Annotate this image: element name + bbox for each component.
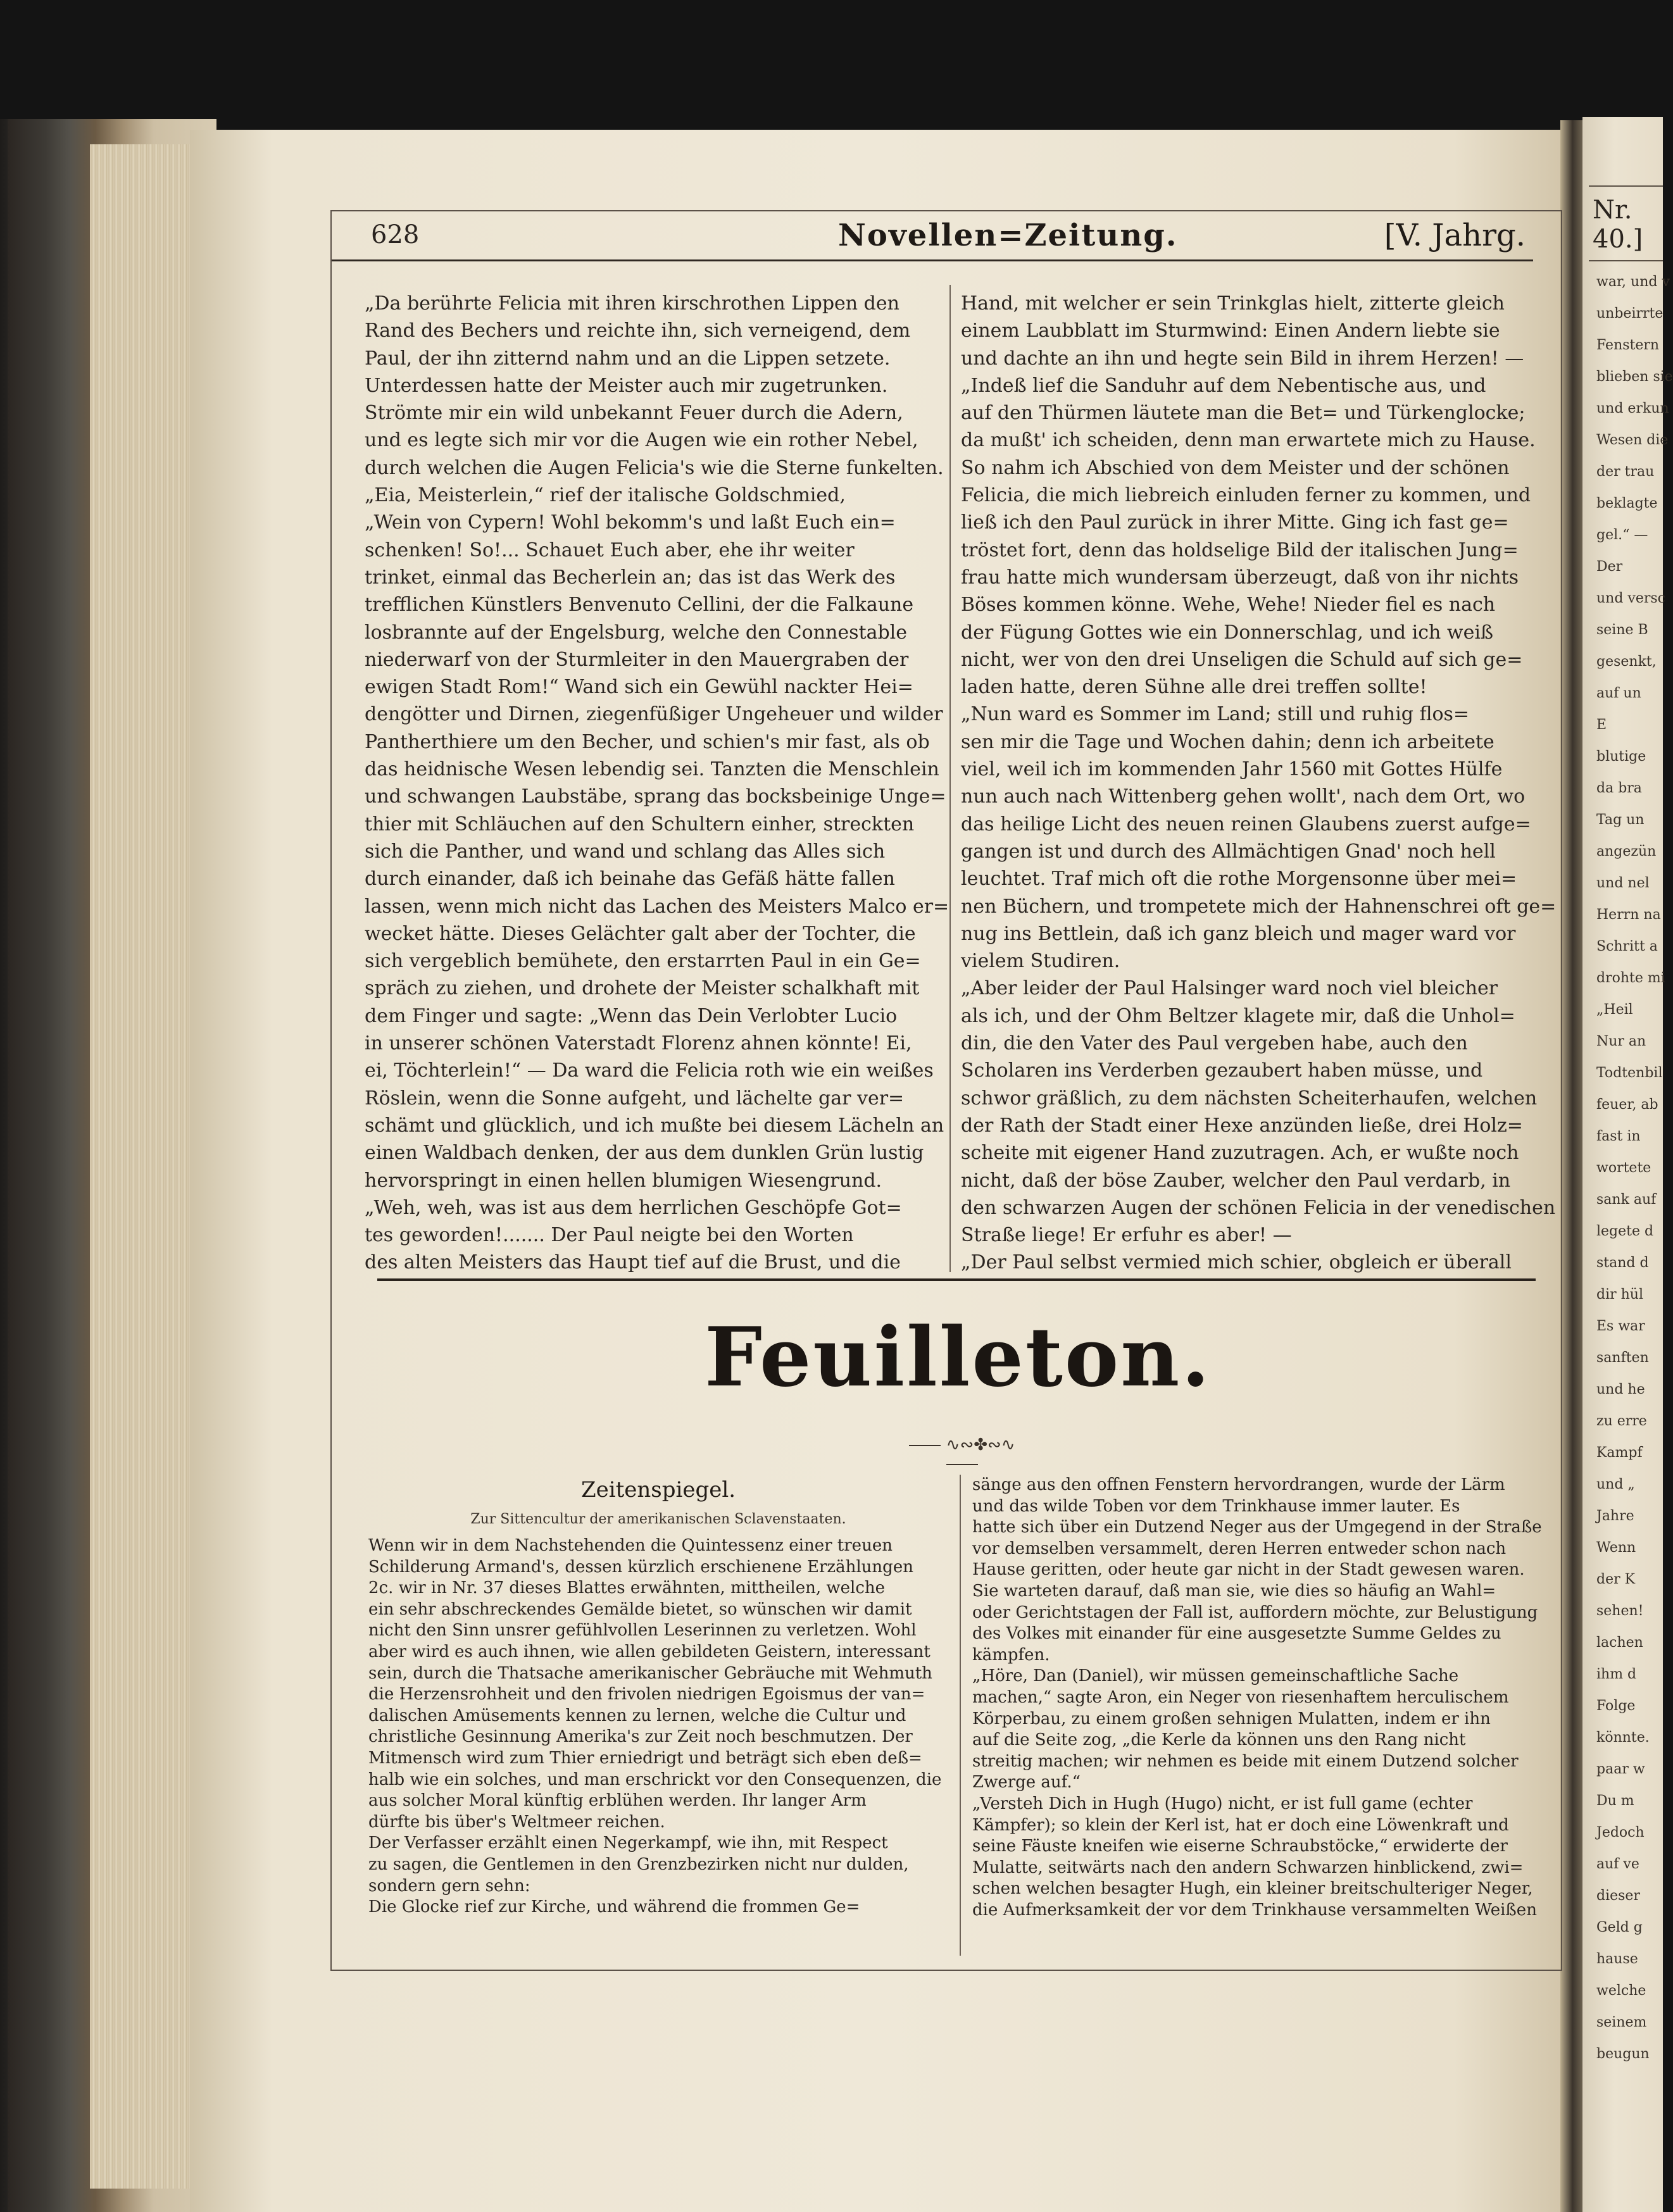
- text-line: wecket hätte. Dieses Gelächter galt aber der Tochter, die: [365, 922, 916, 945]
- text-line: schen welchen besagter Hugh, ein kleiner breitschulteriger Neger,: [972, 1879, 1533, 1899]
- text-line: nen Büchern, und trompetete mich der Hahnenschrei oft ge=: [961, 895, 1557, 918]
- fragment-line: und „: [1596, 1477, 1635, 1492]
- fragment-line: dieser: [1596, 1888, 1640, 1904]
- text-line: oder Gerichtstagen der Fall ist, auffordern möchte, zur Belustigung: [972, 1603, 1538, 1622]
- fragment-line: Du m: [1596, 1793, 1634, 1809]
- text-line: Straße liege! Er erfuhr es aber! —: [961, 1224, 1292, 1247]
- fragment-line: Wenn: [1596, 1540, 1636, 1556]
- text-line: viel, weil ich im kommenden Jahr 1560 mit Gottes Hülfe: [961, 758, 1503, 781]
- fragment-line: Tag un: [1596, 812, 1645, 828]
- fragment-line: Kampf: [1596, 1445, 1643, 1461]
- text-line: machen,“ sagte Aron, ein Neger von riesenhaftem herculischem: [972, 1687, 1509, 1707]
- fragment-line: angezün: [1596, 844, 1657, 859]
- fragment-line: beklagte: [1596, 496, 1658, 511]
- text-line: niederwarf von der Sturmleiter in den Mauergraben der: [365, 648, 909, 671]
- text-line: hervorspringt in einen hellen blumigen Wiesengrund.: [365, 1169, 882, 1192]
- fragment-line: gesenkt,: [1596, 654, 1657, 670]
- text-line: Felicia, die mich liebreich einluden ferner zu kommen, und: [961, 484, 1531, 507]
- text-line: Röslein, wenn die Sonne aufgeht, und lächelte gar ver=: [365, 1087, 905, 1109]
- text-line: trinket, einmal das Becherlein an; das ist das Werk des: [365, 566, 896, 589]
- fragment-line: feuer, ab: [1596, 1097, 1658, 1113]
- text-line: auf die Seite zog, „die Kerle da können uns den Rang nicht: [972, 1730, 1466, 1750]
- text-line: schwor gräßlich, zu dem nächsten Scheiterhaufen, welchen: [961, 1087, 1538, 1109]
- fragment-line: Der: [1596, 559, 1623, 575]
- fragment-line: sehen!: [1596, 1603, 1644, 1619]
- text-line: da mußt' ich scheiden, denn man erwartete mich zu Hause.: [961, 429, 1536, 452]
- text-line: aber wird es auch ihnen, wie allen gebildeten Geistern, interessant: [368, 1642, 930, 1661]
- fragment-line: seine B: [1596, 622, 1648, 638]
- fragment-line: da bra: [1596, 780, 1642, 796]
- text-line: sondern gern sehn:: [368, 1876, 530, 1896]
- fragment-line: und versc: [1596, 590, 1665, 606]
- text-line: tröstet fort, denn das holdselige Bild der italischen Jung=: [961, 539, 1519, 561]
- fragment-line: stand d: [1596, 1255, 1649, 1271]
- text-line: die Herzensrohheit und den frivolen niedrigen Egoismus der van=: [368, 1685, 925, 1704]
- text-line: Hand, mit welcher er sein Trinkglas hielt, zitterte gleich: [961, 292, 1505, 315]
- text-line: das heilige Licht des neuen reinen Glaubens zuerst aufge=: [961, 813, 1531, 835]
- text-line: Körperbau, zu einem großen sehnigen Mulatten, indem er ihn: [972, 1709, 1491, 1728]
- fragment-line: auf ve: [1596, 1856, 1639, 1872]
- upper-left-column: [365, 290, 949, 1277]
- text-line: „Da berührte Felicia mit ihren kirschrothen Lippen den: [365, 292, 899, 315]
- article-text-left: [368, 1535, 948, 1918]
- text-line: 2c. wir in Nr. 37 dieses Blattes erwähnten, mittheilen, welche: [368, 1578, 886, 1598]
- text-line: nicht, daß der böse Zauber, welcher den Paul verdarb, in: [961, 1169, 1511, 1192]
- text-line: lassen, wenn mich nicht das Lachen des Meisters Malco er=: [365, 895, 949, 918]
- text-line: des Volkes mit einander für eine ausgesetzte Summe Geldes zu: [972, 1624, 1501, 1644]
- text-line: dürfte bis über's Weltmeer reichen.: [368, 1812, 665, 1832]
- fragment-line: welche: [1596, 1983, 1646, 1999]
- text-line: losbrannte auf der Engelsburg, welche den Connestable: [365, 621, 908, 644]
- lower-left-column: [368, 1475, 948, 1918]
- text-line: nicht, wer von den drei Unseligen die Schuld auf sich ge=: [961, 648, 1523, 671]
- fragment-line: Folge: [1596, 1698, 1636, 1714]
- page-number: 628: [371, 220, 420, 249]
- text-line: Mulatte, seitwärts nach den andern Schwarzen hinblickend, zwi=: [972, 1858, 1524, 1877]
- fragment-line: könnte.: [1596, 1730, 1650, 1746]
- text-line: halb wie ein solches, und man erschrickt vor den Consequenzen, die: [368, 1770, 942, 1789]
- text-line: Wenn wir in dem Nachstehenden die Quintessenz einer treuen: [368, 1536, 893, 1555]
- fragment-line: unbeirrte: [1596, 306, 1664, 322]
- text-line: schenken! So!... Schauet Euch aber, ehe ihr weiter: [365, 539, 855, 561]
- text-line: den schwarzen Augen der schönen Felicia in der venedischen: [961, 1196, 1556, 1219]
- text-line: aus solcher Moral künftig erblühen werden. Ihr langer Arm: [368, 1791, 867, 1811]
- fragment-line: drohte mi: [1596, 970, 1665, 986]
- text-line: ewigen Stadt Rom!“ Wand sich ein Gewühl nackter Hei=: [365, 676, 913, 699]
- volume-label: [V. Jahrg.: [1384, 218, 1526, 253]
- text-line: So nahm ich Abschied von dem Meister und der schönen: [961, 456, 1510, 479]
- book-gutter: [1560, 120, 1582, 2212]
- fragment-line: Fenstern: [1596, 337, 1660, 353]
- text-line: Die Glocke rief zur Kirche, und während die frommen Ge=: [368, 1897, 860, 1917]
- text-line: und schwangen Laubstäbe, sprang das bocksbeinige Unge=: [365, 785, 946, 808]
- lower-column-divider: [960, 1475, 961, 1956]
- fragment-line: und erkun: [1596, 401, 1669, 416]
- feuilleton-title: Feuilleton.: [705, 1310, 1212, 1405]
- ornament-line-right: [946, 1464, 978, 1465]
- fragment-line: wortete: [1596, 1160, 1651, 1176]
- text-line: Unterdessen hatte der Meister auch mir zugetrunken.: [365, 374, 888, 397]
- text-line: laden hatte, deren Sühne alle drei treffen sollte!: [961, 676, 1427, 699]
- text-line: Kämpfer); so klein der Kerl ist, hat er doch eine Löwenkraft und: [972, 1815, 1509, 1835]
- text-line: Zwerge auf.“: [972, 1773, 1081, 1792]
- fragment-line: Schritt a: [1596, 939, 1658, 954]
- text-line: sänge aus den offnen Fenstern hervordrangen, wurde der Lärm: [972, 1475, 1505, 1494]
- section-rule: [377, 1278, 1536, 1281]
- fragment-line: legete d: [1596, 1223, 1654, 1239]
- fragment-line: blutige: [1596, 749, 1646, 765]
- text-line: durch einander, daß ich beinahe das Gefäß hätte fallen: [365, 868, 895, 890]
- fragment-line: Todtenbil: [1596, 1065, 1663, 1081]
- fragment-line: der trau: [1596, 464, 1655, 480]
- text-line: ein sehr abschreckendes Gemälde bietet, so wünschen wir damit: [368, 1599, 912, 1619]
- text-line: Sie warteten darauf, daß man sie, wie dies so häufig an Wahl=: [972, 1581, 1496, 1601]
- text-line: nug ins Bettlein, daß ich ganz bleich und mager ward vor: [961, 922, 1516, 945]
- text-line: Böses kommen könne. Wehe, Wehe! Nieder fiel es nach: [961, 594, 1496, 616]
- fragment-line: gel.“ —: [1596, 527, 1648, 543]
- page-header: [332, 209, 1533, 261]
- text-line: dem Finger und sagte: „Wenn das Dein Verlobter Lucio: [365, 1004, 898, 1027]
- text-line: der Fügung Gottes wie ein Donnerschlag, und ich weiß: [961, 621, 1493, 644]
- text-line: gangen ist und durch des Allmächtigen Gnad' noch hell: [961, 840, 1496, 863]
- text-line: und dachte an ihn und hegte sein Bild in ihrem Herzen! —: [961, 347, 1524, 370]
- text-line: hatte sich über ein Dutzend Neger aus der Umgegend in der Straße: [972, 1518, 1542, 1537]
- text-line: „Wein von Cypern! Wohl bekomm's und laßt Euch ein=: [365, 511, 896, 534]
- text-line: „Versteh Dich in Hugh (Hugo) nicht, er ist full game (echter: [972, 1794, 1473, 1813]
- text-line: vielem Studiren.: [961, 950, 1120, 973]
- book-page-edges: [8, 119, 216, 2212]
- text-line: Rand des Bechers und reichte ihn, sich verneigend, dem: [365, 320, 911, 342]
- text-line: dengötter und Dirnen, ziegenfüßiger Ungeheuer und wilder: [365, 703, 943, 726]
- text-line: Der Verfasser erzählt einen Negerkampf, wie ihn, mit Respect: [368, 1834, 888, 1853]
- text-line: das heidnische Wesen lebendig sei. Tanzten die Menschlein: [365, 758, 939, 781]
- text-line: Schilderung Armand's, dessen kürzlich erschienene Erzählungen: [368, 1557, 913, 1577]
- fragment-line: ihm d: [1596, 1666, 1637, 1682]
- text-line: „Nun ward es Sommer im Land; still und ruhig flos=: [961, 703, 1470, 726]
- text-line: sich vergeblich bemühete, den erstarrten Paul in ein Ge=: [365, 950, 921, 973]
- text-line: einen Waldbach denken, der aus dem dunklen Grün lustig: [365, 1142, 924, 1165]
- text-line: scheite mit eigener Hand zuzutragen. Ach, er wußte noch: [961, 1142, 1519, 1165]
- fragment-line: Nur an: [1596, 1034, 1646, 1049]
- fragment-line: war, und v: [1596, 274, 1670, 290]
- text-line: Scholaren ins Verderben gezaubert haben müsse, und: [961, 1059, 1483, 1082]
- fragment-line: blieben sie: [1596, 369, 1673, 385]
- text-line: schämt und glücklich, und ich mußte bei diesem Lächeln an: [365, 1114, 944, 1137]
- text-line: frau hatte mich wundersam überzeugt, daß von ihr nichts: [961, 566, 1519, 589]
- text-line: „Höre, Dan (Daniel), wir müssen gemeinschaftliche Sache: [972, 1666, 1459, 1686]
- right-page-fragment: [1582, 117, 1673, 2212]
- text-line: „Weh, weh, was ist aus dem herrlichen Geschöpfe Got=: [365, 1196, 902, 1219]
- ornament-divider: [899, 1435, 1025, 1473]
- upper-right-column: [961, 290, 1557, 1277]
- text-line: seine Fäuste kneifen wie eiserne Schraubstöcke,“ erwiderte der: [972, 1837, 1508, 1856]
- text-line: kämpfen.: [972, 1645, 1050, 1665]
- fragment-line: und he: [1596, 1382, 1645, 1397]
- text-line: sich die Panther, und wand und schlang das Alles sich: [365, 840, 886, 863]
- fragment-line: sanften: [1596, 1350, 1649, 1366]
- fragment-line: beugun: [1596, 2046, 1650, 2062]
- text-line: Strömte mir ein wild unbekannt Feuer durch die Adern,: [365, 402, 903, 425]
- fragment-line: Herrn na: [1596, 907, 1661, 923]
- fragment-line: dir hül: [1596, 1287, 1644, 1303]
- text-line: als ich, und der Ohm Beltzer klagete mir, daß die Unhol=: [961, 1004, 1515, 1027]
- text-line: „Eia, Meisterlein,“ rief der italische Goldschmied,: [365, 484, 846, 507]
- fragment-line: Es war: [1596, 1318, 1645, 1334]
- lower-right-column: [972, 1475, 1548, 1921]
- text-line: ließ ich den Paul zurück in ihrer Mitte. Ging ich fast ge=: [961, 511, 1509, 534]
- ornament-glyph: ∿∾✤∾∿: [946, 1435, 1015, 1454]
- text-line: thier mit Schläuchen auf den Schultern einher, streckten: [365, 813, 915, 835]
- text-line: auf den Thürmen läutete man die Bet= und Türkenglocke;: [961, 402, 1526, 425]
- article-subtitle: Zur Sittencultur der amerikanischen Sclavenstaaten.: [470, 1511, 846, 1527]
- fragment-line: der K: [1596, 1572, 1636, 1587]
- fragment-line: Jahre: [1596, 1508, 1634, 1524]
- fragment-line: fast in: [1596, 1128, 1641, 1144]
- text-line: tes geworden!....... Der Paul neigte bei den Worten: [365, 1224, 854, 1247]
- text-line: sein, durch die Thatsache amerikanischer Gebräuche mit Wehmuth: [368, 1663, 932, 1683]
- text-line: Hause geritten, oder heute gar nicht in der Stadt gewesen waren.: [972, 1560, 1525, 1580]
- fragment-line: lachen: [1596, 1635, 1643, 1651]
- text-line: Pantherthiere um den Becher, und schien's mir fast, als ob: [365, 730, 930, 753]
- fragment-line: seinem: [1596, 2015, 1647, 2030]
- text-line: leuchtet. Traf mich oft die rothe Morgensonne über mei=: [961, 868, 1517, 890]
- text-line: nicht den Sinn unsrer gefühlvollen Leserinnen zu verletzen. Wohl: [368, 1621, 917, 1640]
- text-line: ei, Töchterlein!“ — Da ward die Felicia roth wie ein weißes: [365, 1059, 934, 1082]
- journal-title: Novellen=Zeitung.: [838, 218, 1178, 253]
- text-line: und es legte sich mir vor die Augen wie ein rother Nebel,: [365, 429, 918, 452]
- right-page-header: Nr. 40.]: [1589, 185, 1663, 261]
- text-line: Paul, der ihn zitternd nahm und an die Lippen setzete.: [365, 347, 891, 370]
- ornament-line-left: [909, 1445, 941, 1446]
- text-line: zu sagen, die Gentlemen in den Grenzbezirken nicht nur dulden,: [368, 1854, 909, 1874]
- text-line: die Aufmerksamkeit der vor dem Trinkhause versammelten Weißen: [972, 1900, 1537, 1920]
- text-line: der Rath der Stadt einer Hexe anzünden ließe, drei Holz=: [961, 1114, 1523, 1137]
- text-line: durch welchen die Augen Felicia's wie die Sterne funkelten.: [365, 456, 944, 479]
- fragment-line: Wesen die: [1596, 432, 1669, 448]
- text-line: dalischen Amüsements kennen zu lernen, welche die Cultur und: [368, 1706, 906, 1725]
- text-line: einem Laubblatt im Sturmwind: Einen Andern liebte sie: [961, 320, 1500, 342]
- text-line: nun auch nach Wittenberg gehen wollt', nach dem Ort, wo: [961, 785, 1526, 808]
- fragment-line: auf un: [1596, 685, 1641, 701]
- text-line: spräch zu ziehen, und drohete der Meister schalkhaft mit: [365, 977, 920, 1000]
- fragment-line: sank auf: [1596, 1192, 1657, 1208]
- text-line: din, die den Vater des Paul vergeben habe, auch den: [961, 1032, 1468, 1055]
- text-line: Mitmensch wird zum Thier erniedrigt und beträgt sich eben deß=: [368, 1748, 922, 1768]
- text-line: streitig machen; wir nehmen es beide mit einem Dutzend solcher: [972, 1751, 1519, 1771]
- text-line: trefflichen Künstlers Benvenuto Cellini, der die Falkaune: [365, 594, 914, 616]
- fragment-line: paar w: [1596, 1761, 1645, 1777]
- text-line: des alten Meisters das Haupt tief auf die Brust, und die: [365, 1251, 901, 1274]
- fragment-line: Geld g: [1596, 1920, 1643, 1935]
- column-divider: [949, 285, 951, 1272]
- fragment-line: E: [1596, 717, 1607, 733]
- article-title: Zeitenspiegel.: [580, 1477, 736, 1503]
- fragment-line: „Heil: [1596, 1002, 1633, 1018]
- fragment-line: Jedoch: [1596, 1825, 1645, 1840]
- text-line: in unserer schönen Vaterstadt Florenz ahnen könnte! Ei,: [365, 1032, 912, 1055]
- fragment-line: zu erre: [1596, 1413, 1647, 1429]
- text-line: „Indeß lief die Sanduhr auf dem Nebentische aus, und: [961, 374, 1486, 397]
- text-line: und das wilde Toben vor dem Trinkhause immer lauter. Es: [972, 1496, 1460, 1516]
- text-line: „Aber leider der Paul Halsinger ward noch viel bleicher: [961, 977, 1498, 1000]
- text-line: christliche Gesinnung Amerika's zur Zeit noch beschmutzen. Der: [368, 1727, 913, 1747]
- text-line: vor demselben versammelt, deren Herren entweder schon nach: [972, 1539, 1507, 1558]
- text-line: „Der Paul selbst vermied mich schier, obgleich er überall: [961, 1251, 1512, 1274]
- fragment-line: hause: [1596, 1951, 1638, 1967]
- fragment-line: und nel: [1596, 875, 1650, 891]
- text-line: sen mir die Tage und Wochen dahin; denn ich arbeitete: [961, 730, 1494, 753]
